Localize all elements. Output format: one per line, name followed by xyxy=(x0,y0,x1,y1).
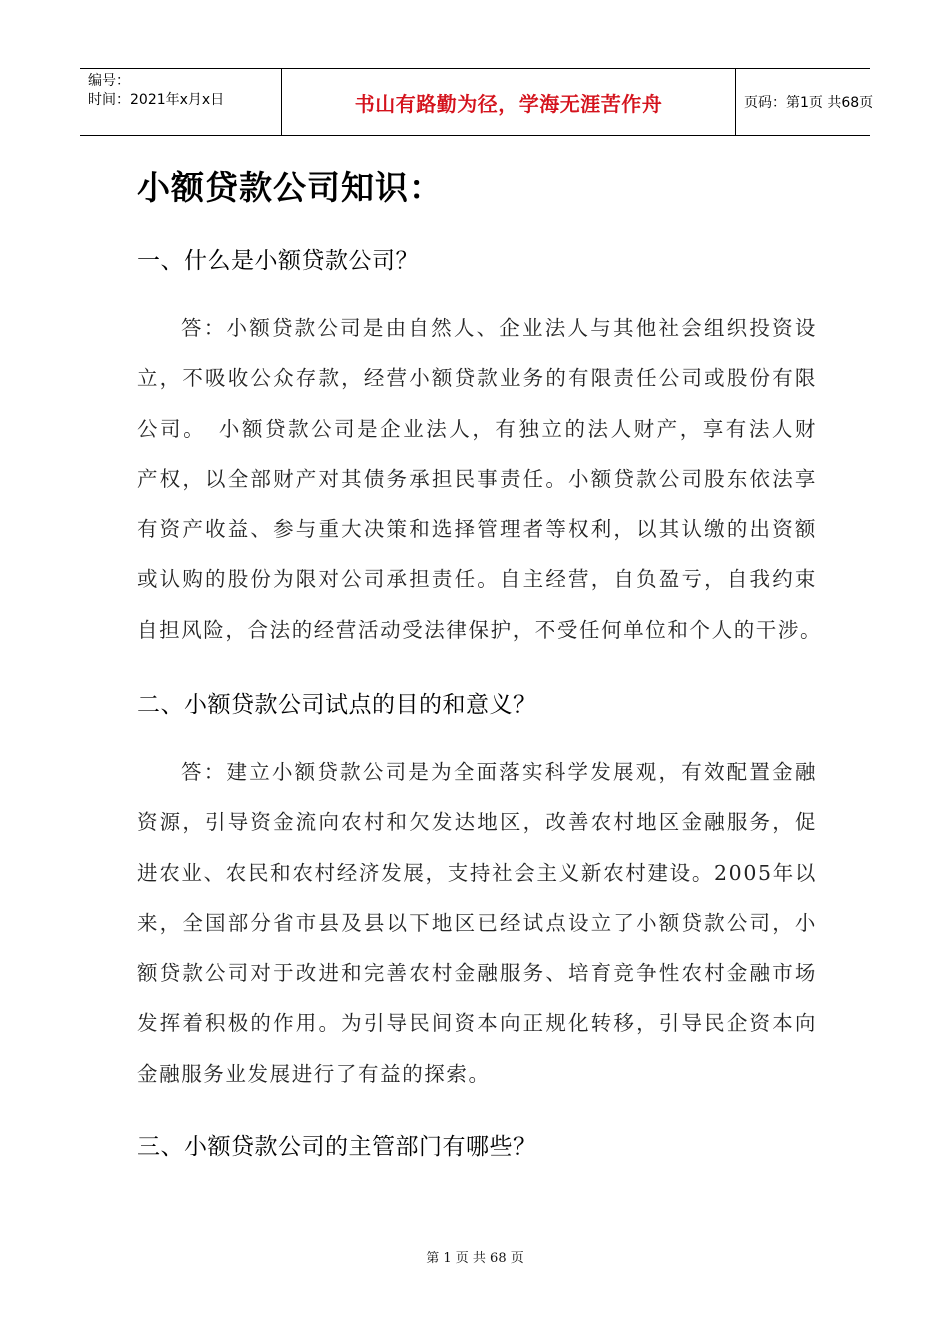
header-meta-cell xyxy=(80,69,282,135)
page-header-table xyxy=(80,68,874,136)
paragraph-line: 发挥着积极的作用。为引导民间资本向正规化转移，引导民企资本向 xyxy=(137,1011,817,1036)
section-2-paragraph xyxy=(137,747,817,1099)
document-date-label: 时间：2021年x月x日 xyxy=(88,92,225,108)
paragraph-line: 自担风险，合法的经营活动受法律保护，不受任何单位和个人的干涉。 xyxy=(137,617,823,642)
paragraph-line: 产权，以全部财产对其债务承担民事责任。小额贷款公司股东依法享 xyxy=(137,466,817,491)
header-page-info: 页码：第1页 共68页 xyxy=(744,95,874,111)
paragraph-line: 进农业、农民和农村经济发展，支持社会主义新农村建设。2005年以 xyxy=(137,860,817,885)
paragraph-line: 有资产收益、参与重大决策和选择管理者等权利，以其认缴的出资额 xyxy=(137,517,817,542)
section-1-paragraph xyxy=(137,303,823,655)
paragraph-line: 金融服务业发展进行了有益的探索。 xyxy=(137,1061,491,1086)
paragraph-line: 来，全国部分省市县及县以下地区已经试点设立了小额贷款公司，小 xyxy=(137,910,817,935)
paragraph-line: 公司。 小额贷款公司是企业法人，有独立的法人财产，享有法人财 xyxy=(137,416,817,441)
document-title: 小额贷款公司知识： xyxy=(137,168,443,207)
header-motto: 书山有路勤为径，学海无涯苦作舟 xyxy=(282,69,736,135)
document-number-label: 编号： xyxy=(88,73,130,89)
paragraph-line: 资源，引导资金流向农村和欠发达地区，改善农村地区金融服务，促 xyxy=(137,810,817,835)
paragraph-line: 或认购的股份为限对公司承担责任。自主经营，自负盈亏，自我约束 xyxy=(137,567,817,592)
paragraph-line: 额贷款公司对于改进和完善农村金融服务、培育竞争性农村金融市场 xyxy=(137,961,817,986)
paragraph-line: 答：小额贷款公司是由自然人、企业法人与其他社会组织投资设 xyxy=(181,316,817,340)
paragraph-line: 立，不吸收公众存款，经营小额贷款业务的有限责任公司或股份有限 xyxy=(137,366,817,391)
section-heading-1: 一、什么是小额贷款公司？ xyxy=(137,248,419,274)
section-heading-2: 二、小额贷款公司试点的目的和意义？ xyxy=(137,692,537,718)
section-heading-3: 三、小额贷款公司的主管部门有哪些？ xyxy=(137,1134,537,1160)
paragraph-line: 答：建立小额贷款公司是为全面落实科学发展观，有效配置金融 xyxy=(181,760,817,784)
page-footer: 第 1 页 共 68 页 xyxy=(426,1251,524,1266)
